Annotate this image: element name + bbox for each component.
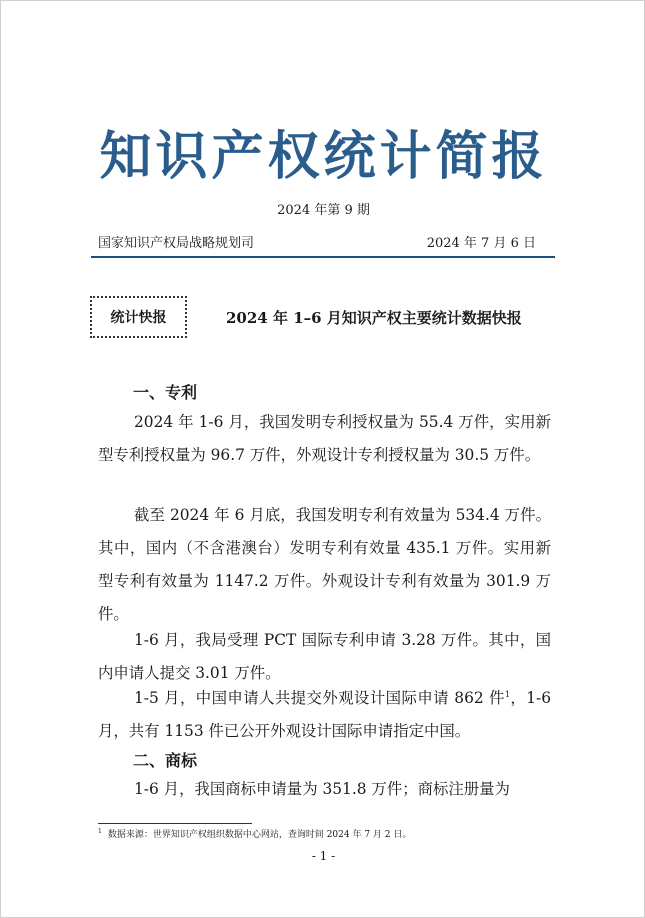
publication-date: 2024 年 7 月 6 日 bbox=[426, 236, 536, 251]
issuing-organization: 国家知识产权局战略规划司 bbox=[98, 236, 255, 251]
design-intl-text-before: 1-5 月，中国申请人共提交外观设计国际申请 862 件 bbox=[134, 689, 505, 707]
masthead-title: 知识产权统计简报 bbox=[99, 126, 548, 187]
section-heading-trademark: 二、商标 bbox=[133, 751, 198, 770]
footnote-text: 数据来源：世界知识产权组织数据中心网站，查询时间 2024 年 7 月 2 日。 bbox=[107, 830, 412, 840]
paragraph-design-intl bbox=[98, 682, 551, 748]
issue-number: 2024 年第 9 期 bbox=[277, 203, 370, 218]
footnote-marker: 1 bbox=[98, 828, 102, 835]
paragraph-patent-valid: 截至 2024 年 6 月底，我国发明专利有效量为 534.4 万件。其中，国内（不含港澳台）发明专利有效量 435.1 万件。实用新型专利有效量为 1147.2 万件。外观设计专利有效量为 301.9 万件。 bbox=[98, 506, 551, 623]
section-heading-patent: 一、专利 bbox=[133, 383, 198, 402]
footnote bbox=[98, 827, 411, 840]
paragraph-patent-grants: 2024 年 1-6 月，我国发明专利授权量为 55.4 万件，实用新型专利授权量为 96.7 万件，外观设计专利授权量为 30.5 万件。 bbox=[98, 413, 551, 464]
report-title: 2024 年 1–6 月知识产权主要统计数据快报 bbox=[226, 309, 522, 327]
footnote-divider bbox=[98, 823, 252, 824]
category-badge: 统计快报 bbox=[90, 296, 187, 338]
design-intl-text-after: ，1-6 月，共有 1153 件已公开外观设计国际申请指定中国。 bbox=[98, 689, 551, 740]
page-number: - 1 - bbox=[311, 849, 336, 863]
paragraph-trademark: 1-6 月，我国商标申请量为 351.8 万件；商标注册量为 bbox=[134, 780, 510, 798]
paragraph-pct: 1-6 月，我局受理 PCT 国际专利申请 3.28 万件。其中，国内申请人提交 3.01 万件。 bbox=[98, 631, 551, 682]
footnote-reference[interactable]: 1 bbox=[504, 689, 510, 699]
header-divider bbox=[91, 256, 555, 258]
